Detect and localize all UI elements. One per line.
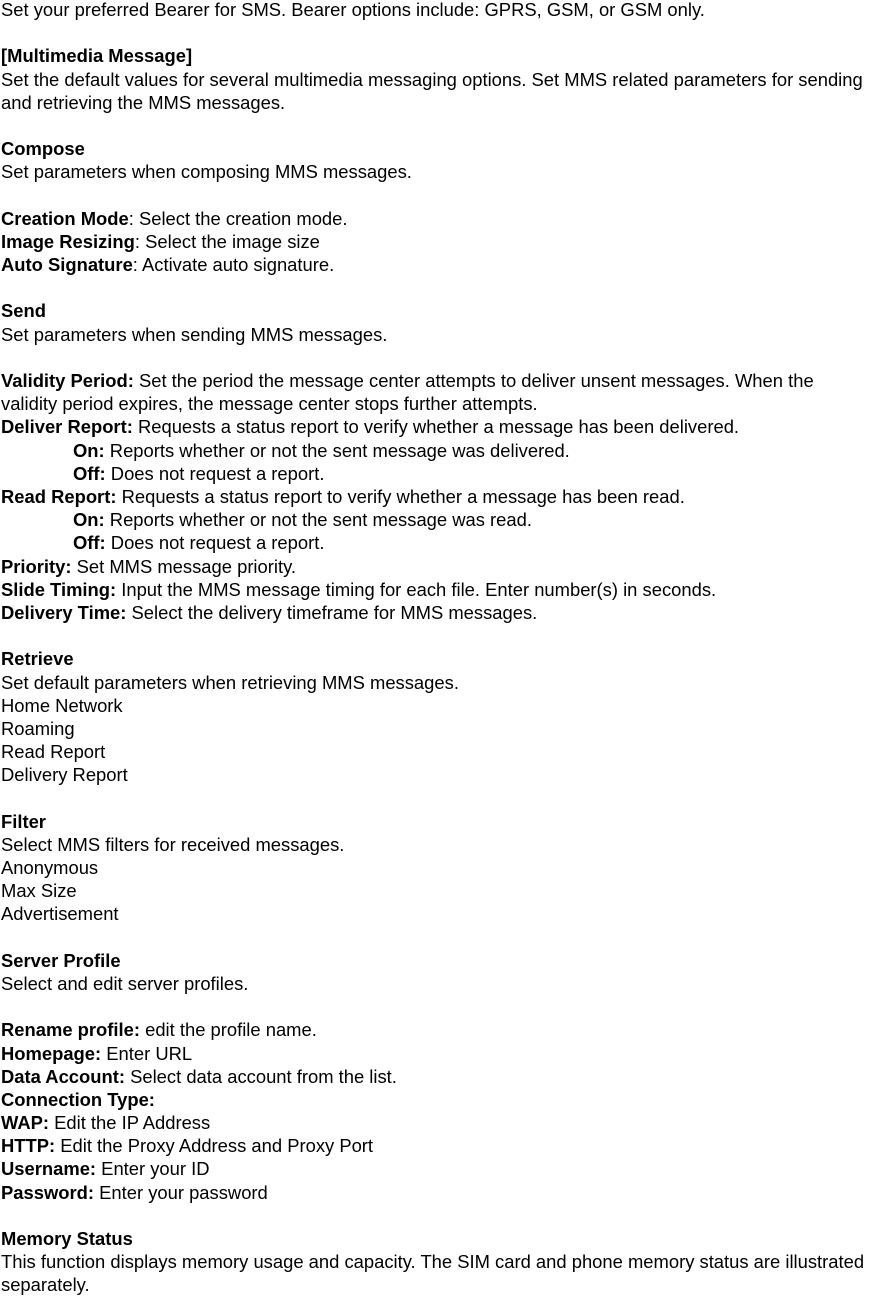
term: Data Account: [1, 1065, 125, 1087]
spacer [1, 114, 872, 137]
server-profile-username [1, 1157, 872, 1180]
server-profile-homepage [1, 1042, 872, 1065]
definition: Requests a status report to verify whether a message has been read. [116, 486, 685, 507]
read-report-off [1, 531, 872, 554]
definition: Select the delivery timeframe for MMS messages. [126, 601, 538, 623]
compose-item-creation-mode [1, 207, 872, 230]
deliver-report-on [1, 439, 872, 462]
server-profile-data-account [1, 1065, 872, 1088]
term: WAP: [1, 1112, 50, 1134]
compose-desc: Set parameters when composing MMS messages. [1, 161, 412, 183]
send-heading: Send [1, 300, 46, 322]
term: Validity Period: [1, 370, 134, 392]
retrieve-item-home-network: Home Network [1, 694, 123, 716]
memory-status-desc: This function displays memory usage and capacity. The SIM card and phone memory status are illustrated separately. [1, 1251, 865, 1296]
spacer [1, 276, 872, 299]
definition: Edit the IP Address [49, 1112, 211, 1134]
bearer-text: Set your preferred Bearer for SMS. Bearer options include: GPRS, GSM, or GSM only. [1, 0, 705, 20]
manual-page [1, 0, 872, 1297]
definition: Set MMS message priority. [71, 555, 297, 577]
definition: Enter URL [101, 1042, 193, 1064]
send-read-report [1, 485, 872, 508]
memory-status-heading: Memory Status [1, 1228, 133, 1249]
filter-item-anonymous: Anonymous [1, 857, 99, 878]
term: Homepage: [1, 1042, 102, 1064]
send-slide-timing [1, 578, 872, 601]
filter-item-advertisement: Advertisement [1, 903, 119, 925]
spacer [1, 786, 872, 809]
filter-desc: Select MMS filters for received messages. [1, 833, 345, 855]
term: Connection Type: [1, 1088, 155, 1110]
term: Off: [73, 462, 106, 484]
send-delivery-time [1, 601, 872, 624]
retrieve-item-roaming: Roaming [1, 717, 75, 739]
definition: Reports whether or not the sent message was delivered. [104, 439, 570, 461]
retrieve-heading: Retrieve [1, 648, 74, 670]
send-deliver-report [1, 415, 872, 438]
server-profile-connection-type [1, 1088, 872, 1111]
definition: Requests a status report to verify whether a message has been delivered. [132, 416, 740, 438]
server-profile-password [1, 1181, 872, 1204]
definition: Does not request a report. [105, 532, 325, 554]
definition: Enter your password [94, 1181, 268, 1203]
multimedia-desc: Set the default values for several multimedia messaging options. Set MMS related parameters for sending and retrieving the MMS messages. [1, 68, 863, 113]
definition: edit the profile name. [139, 1019, 317, 1041]
spacer [1, 346, 872, 369]
term: Read Report: [1, 486, 117, 507]
definition: Input the MMS message timing for each file. Enter number(s) in seconds. [116, 578, 717, 600]
read-report-on [1, 508, 872, 531]
term: Delivery Time: [1, 601, 127, 623]
retrieve-item-delivery-report: Delivery Report [1, 764, 128, 786]
term: Username: [1, 1158, 97, 1180]
definition: : Activate auto signature. [132, 254, 335, 276]
deliver-report-off [1, 462, 872, 485]
compose-item-image-resizing [1, 230, 872, 253]
spacer [1, 926, 872, 949]
send-desc: Set parameters when sending MMS messages. [1, 323, 388, 345]
server-profile-heading: Server Profile [1, 949, 121, 971]
retrieve-item-read-report: Read Report [1, 741, 106, 763]
definition: Set the period the message center attempts to deliver unsent messages. When the validity period expires, the message center stops further attempts. [1, 370, 814, 415]
definition: Does not request a report. [105, 462, 325, 484]
compose-heading: Compose [1, 138, 85, 160]
filter-heading: Filter [1, 810, 46, 832]
filter-item-max-size: Max Size [1, 880, 77, 902]
definition: : Select the image size [134, 230, 320, 252]
term: HTTP: [1, 1135, 56, 1157]
definition: Edit the Proxy Address and Proxy Port [55, 1135, 374, 1157]
term: Off: [73, 532, 106, 554]
term: Rename profile: [1, 1019, 140, 1041]
spacer [1, 1204, 872, 1227]
spacer [1, 184, 872, 207]
term: On: [73, 439, 105, 461]
server-profile-rename [1, 1018, 872, 1041]
compose-item-auto-signature [1, 253, 872, 276]
spacer [1, 624, 872, 647]
definition: : Select the creation mode. [128, 207, 348, 229]
definition: Select data account from the list. [124, 1065, 397, 1087]
definition: Reports whether or not the sent message was read. [104, 509, 532, 531]
send-validity-period [1, 369, 872, 415]
term: Image Resizing [1, 230, 135, 252]
term: Slide Timing: [1, 578, 117, 600]
term: Priority: [1, 555, 72, 577]
term: Creation Mode [1, 207, 129, 229]
term: Deliver Report: [1, 416, 133, 438]
server-profile-desc: Select and edit server profiles. [1, 972, 249, 994]
term: On: [73, 509, 105, 531]
definition: Enter your ID [96, 1158, 210, 1180]
server-profile-wap [1, 1111, 872, 1134]
server-profile-http [1, 1134, 872, 1157]
retrieve-desc: Set default parameters when retrieving MMS messages. [1, 671, 459, 693]
term: Auto Signature [1, 254, 133, 276]
term: Password: [1, 1181, 95, 1203]
send-priority [1, 555, 872, 578]
spacer [1, 21, 872, 44]
spacer [1, 995, 872, 1018]
multimedia-heading: [Multimedia Message] [1, 45, 193, 67]
